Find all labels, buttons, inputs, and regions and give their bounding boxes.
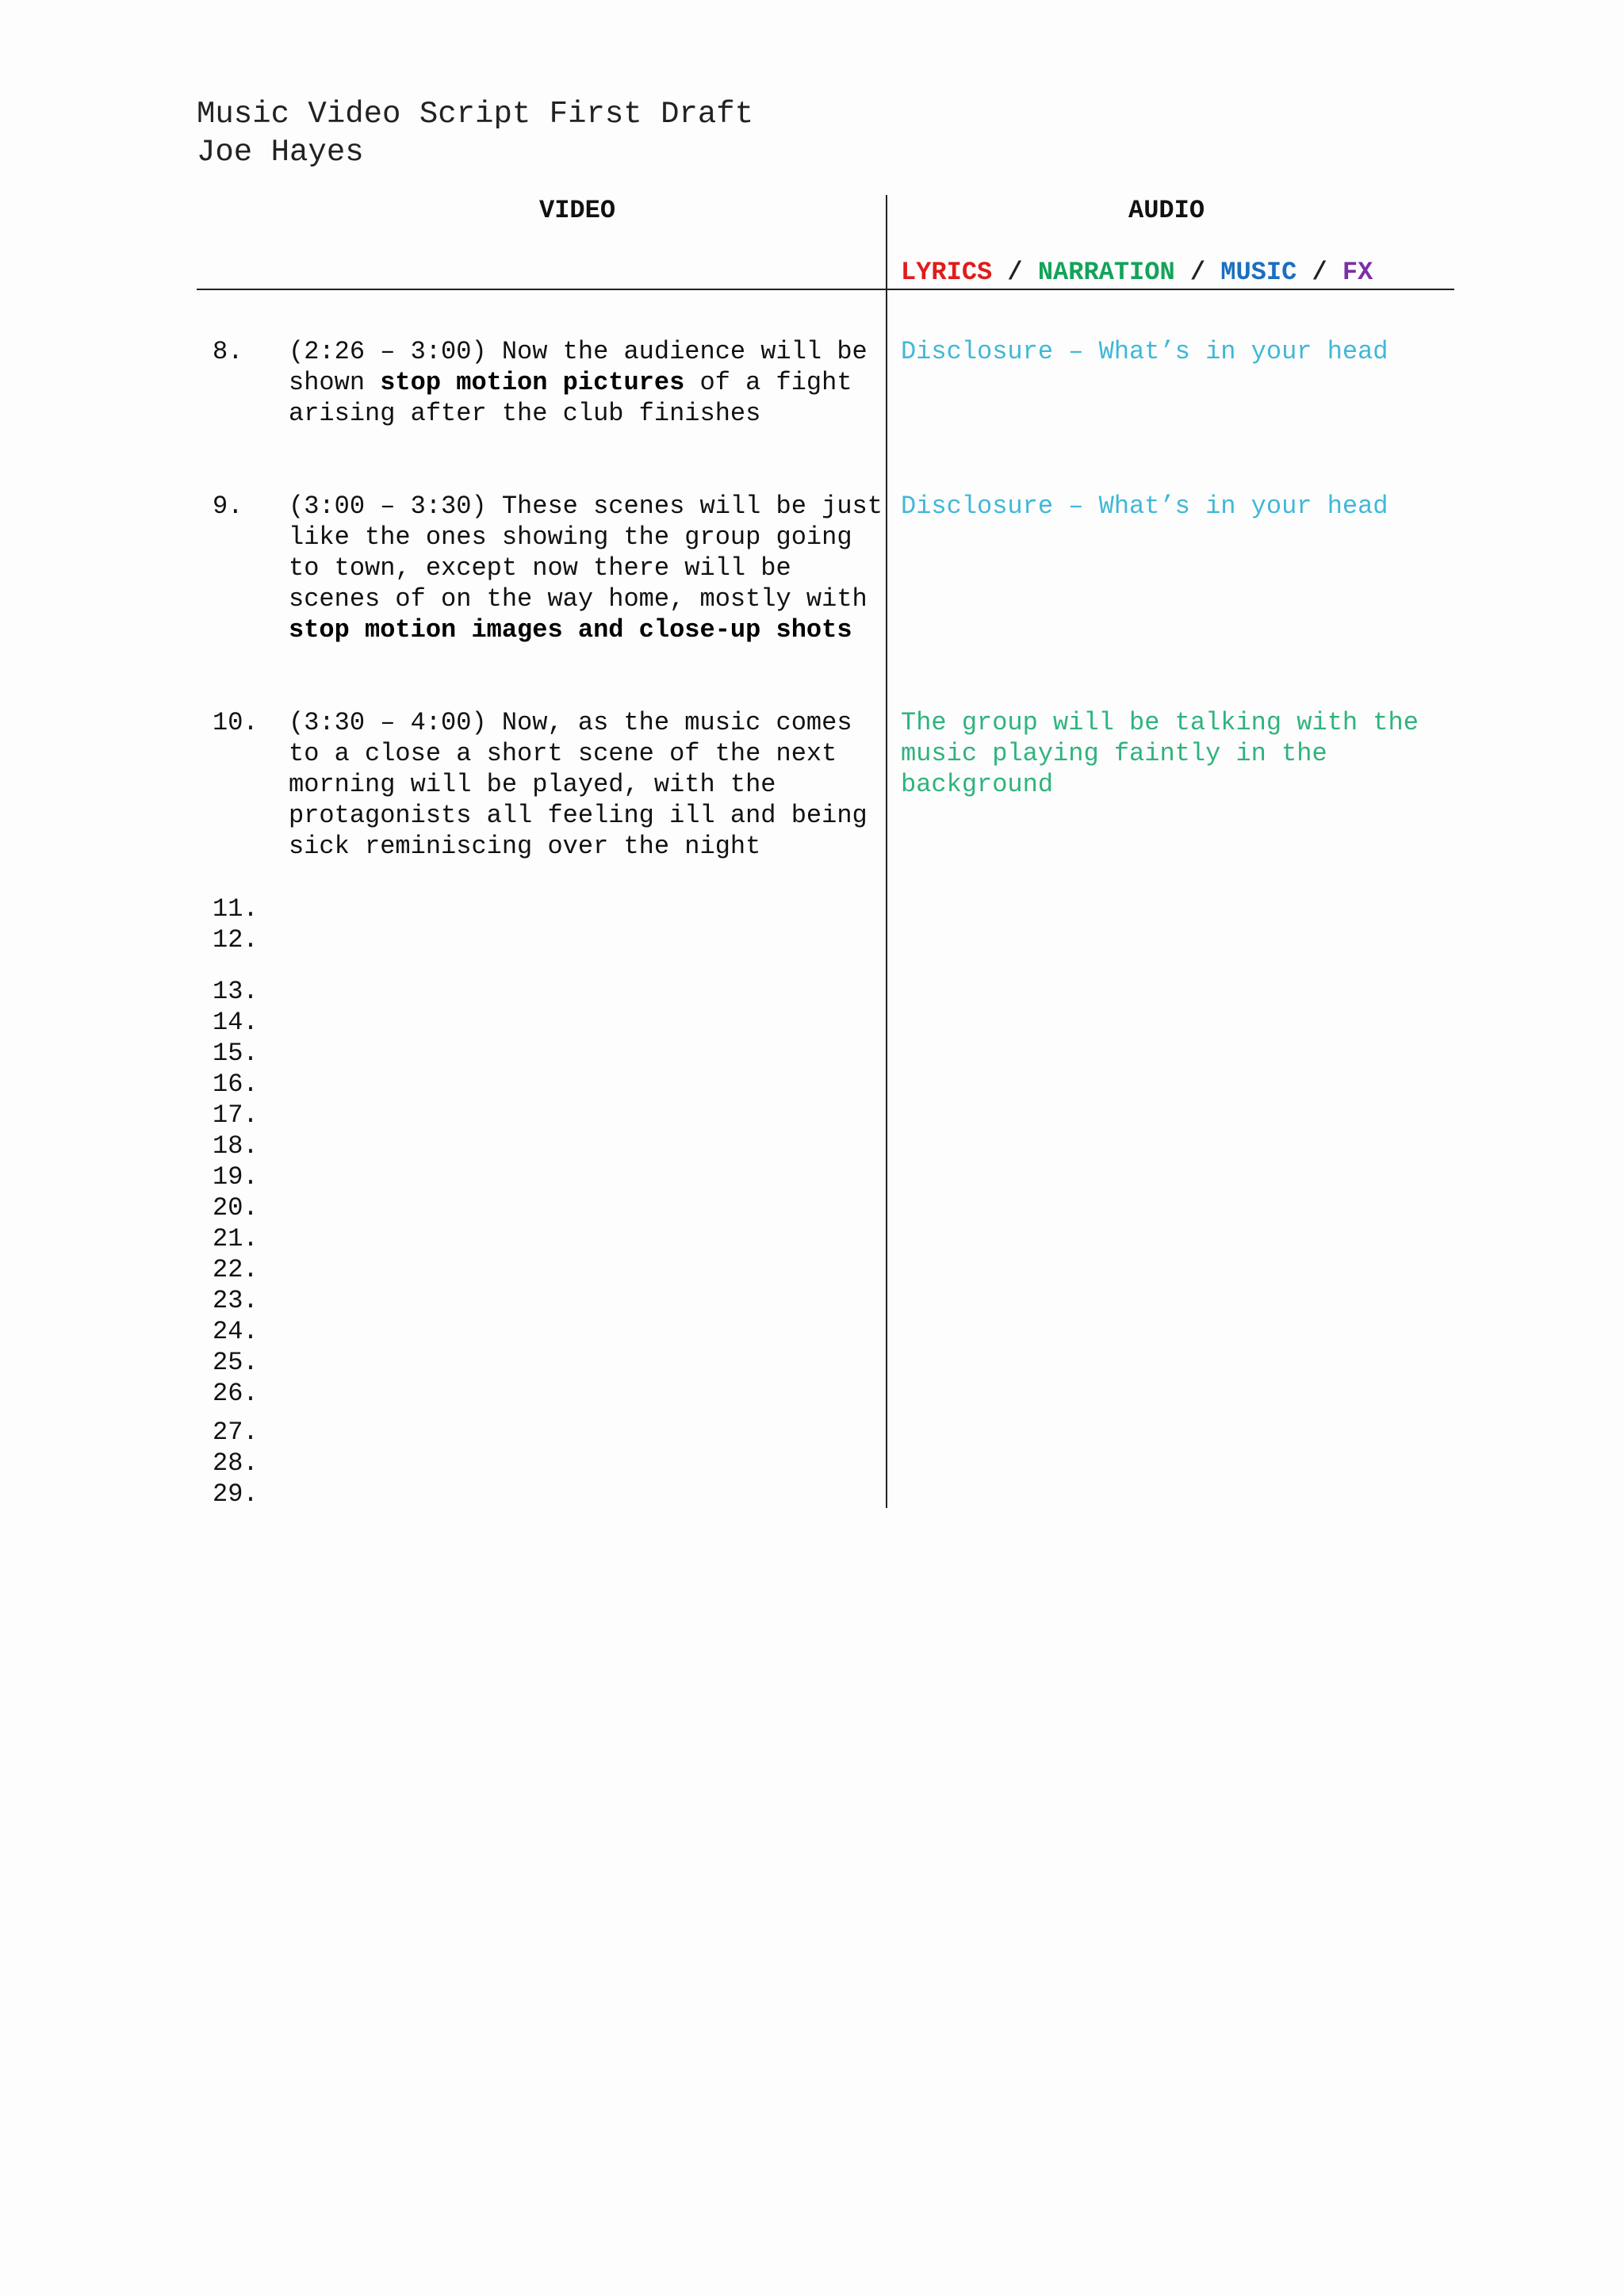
- video-text-emphasis: stop motion images and close-up shots: [289, 615, 852, 645]
- audio-column-heading: AUDIO: [1128, 196, 1205, 225]
- audio-legend: [901, 257, 1373, 289]
- legend-narration: NARRATION: [1037, 258, 1175, 287]
- video-description: [289, 707, 891, 862]
- audio-narration: The group will be talking with the music playing faintly in the background: [901, 708, 1419, 799]
- video-description: [289, 491, 891, 645]
- document-title: Music Video Script First Draft: [197, 97, 754, 132]
- document-author: Joe Hayes: [197, 135, 364, 170]
- script-rows: [197, 336, 1454, 893]
- row-number: 11.: [213, 894, 259, 924]
- row-number: 27.: [213, 1418, 259, 1447]
- row-number: 9.: [213, 492, 243, 521]
- row-number: 18.: [213, 1131, 259, 1161]
- row-number: 16.: [213, 1070, 259, 1099]
- row-number: 20.: [213, 1193, 259, 1223]
- row-number: 24.: [213, 1317, 259, 1346]
- row-number: 15.: [213, 1039, 259, 1068]
- empty-row-numbers: [213, 1417, 259, 1510]
- row-number: 12.: [213, 925, 259, 955]
- row-number: 26.: [213, 1379, 259, 1408]
- video-text-segment: of a fight arising after the club finishes: [289, 368, 852, 428]
- audio-lyrics: Disclosure – What’s in your head: [901, 337, 1388, 366]
- row-number: 14.: [213, 1008, 259, 1037]
- row-number: 23.: [213, 1286, 259, 1315]
- video-text-segment: (3:00 – 3:30) These scenes will be just like the ones showing the group going to town, except now there will be scenes of on the way home, mostly with: [289, 492, 883, 614]
- legend-separator: /: [1174, 258, 1221, 287]
- row-number: 10.: [213, 708, 259, 737]
- audio-lyrics: Disclosure – What’s in your head: [901, 492, 1388, 521]
- row-number: 21.: [213, 1224, 259, 1253]
- video-text-segment: (3:30 – 4:00) Now, as the music comes to a close a short scene of the next morning will be played, with the protagonists all feeling ill and being sick reminiscing over the night: [289, 708, 868, 861]
- script-row: [197, 707, 1454, 893]
- script-row: [197, 336, 1454, 491]
- document-header: [197, 95, 753, 171]
- row-number: 13.: [213, 977, 259, 1006]
- video-text-segment: (2:26 – 3:00) Now the audience will be shown: [289, 337, 868, 397]
- row-number: 17.: [213, 1100, 259, 1130]
- row-number: 8.: [213, 337, 243, 366]
- video-text-emphasis: stop motion pictures: [380, 368, 685, 397]
- empty-row-numbers: [213, 894, 259, 955]
- legend-fx: FX: [1342, 258, 1373, 287]
- legend-lyrics: LYRICS: [901, 258, 993, 287]
- script-row: [197, 491, 1454, 707]
- video-column-heading: VIDEO: [539, 196, 616, 225]
- header-divider: [197, 289, 1454, 290]
- empty-row-numbers: [213, 976, 259, 1409]
- row-number: 19.: [213, 1162, 259, 1192]
- row-number: 25.: [213, 1348, 259, 1377]
- legend-music: MUSIC: [1220, 258, 1297, 287]
- row-number: 29.: [213, 1479, 259, 1509]
- video-description: [289, 336, 891, 429]
- legend-separator: /: [1297, 258, 1342, 287]
- row-number: 28.: [213, 1448, 259, 1478]
- legend-separator: /: [992, 258, 1038, 287]
- row-number: 22.: [213, 1255, 259, 1284]
